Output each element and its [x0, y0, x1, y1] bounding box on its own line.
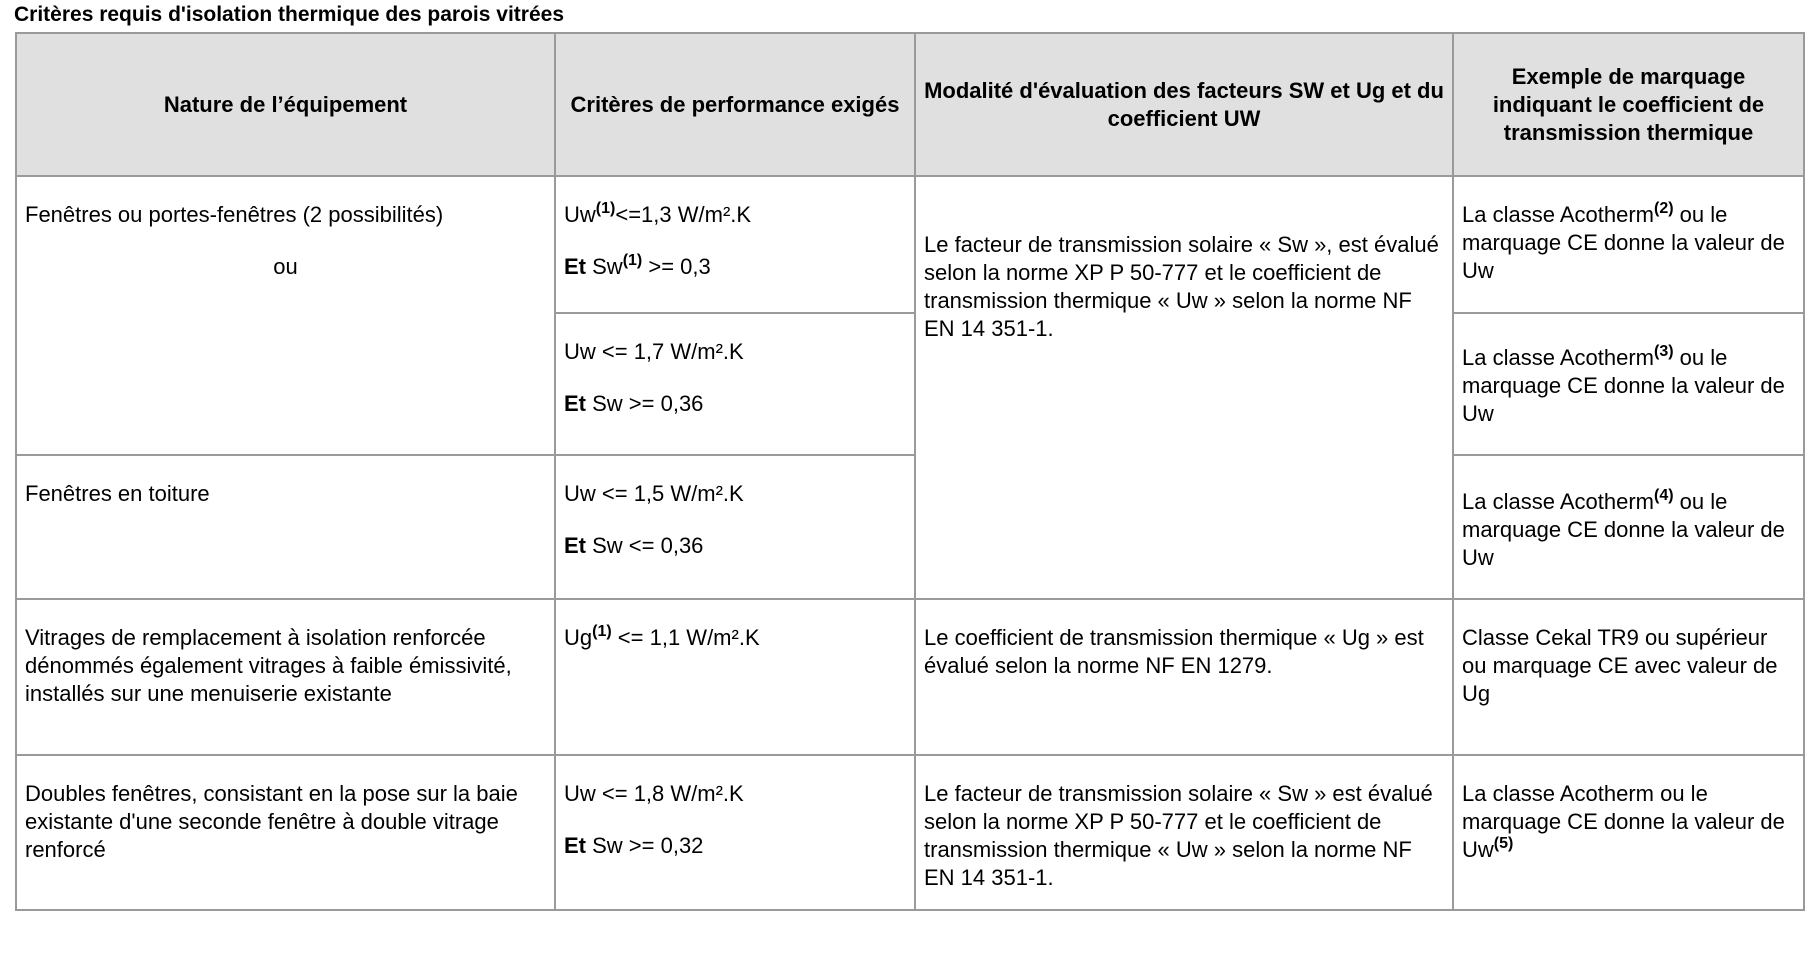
- uw-criterion: $Uw^{(1)}<=1,3$ W/m².K: [564, 200, 752, 227]
- footnote-ref: (1): [622, 252, 643, 269]
- uw-criterion: Uw <= 1,7 W/m².K: [564, 339, 744, 364]
- example-cell: La classe Acotherm ou le marquage CE donne la valeur de Uw$^{(5)}$: [1453, 755, 1804, 910]
- header-criteres: Critères de performance exigés: [555, 33, 915, 176]
- page-title: Critères requis d'isolation thermique des parois vitrées: [14, 3, 564, 26]
- table-row: [16, 599, 1804, 755]
- evaluation-cell-vitrages: Le coefficient de transmission thermique « Ug » est évalué selon la norme NF EN 1279.: [915, 599, 1453, 755]
- criteria-cell: [555, 755, 915, 910]
- sw-criterion: Et $Sw^{(1)} >= 0,3$: [564, 252, 711, 279]
- footnote-ref: (4): [1653, 487, 1674, 504]
- header-row: [16, 33, 1804, 176]
- footnote-ref: (1): [592, 623, 612, 640]
- uw-criterion: Uw <= 1,5 W/m².K: [564, 481, 744, 506]
- nature-cell-doubles: Doubles fenêtres, consistant en la pose sur la baie existante d'une seconde fenêtre à double vitrage renforcé: [16, 755, 555, 910]
- header-nature: Nature de l’équipement: [16, 33, 555, 176]
- example-cell: La classe Acotherm$^{(4)}$ ou le marquage CE donne la valeur de Uw: [1453, 455, 1804, 599]
- example-cell: La classe Acotherm$^{(3)}$ ou le marquage CE donne la valeur de Uw: [1453, 313, 1804, 455]
- criteria-table: [15, 32, 1805, 911]
- example-cell: La classe Acotherm$^{(2)}$ ou le marquage CE donne la valeur de Uw: [1453, 176, 1804, 313]
- header-exemple: Exemple de marquage indiquant le coefficient de transmission thermique: [1453, 33, 1804, 176]
- table-row: [16, 455, 1804, 599]
- sw-criterion: Et Sw >= 0,32: [564, 833, 704, 858]
- nature-cell-toiture: Fenêtres en toiture: [16, 455, 555, 599]
- footnote-ref: (3): [1653, 343, 1674, 360]
- criteria-cell: [555, 176, 915, 313]
- nature-cell-fenetres: [16, 176, 555, 455]
- footnote-ref: (2): [1653, 200, 1674, 217]
- nature-cell-vitrages: Vitrages de remplacement à isolation renforcée dénommés également vitrages à faible émissivité, installés sur une menuiserie existante: [16, 599, 555, 755]
- sw-criterion: Et Sw <= 0,36: [564, 533, 704, 558]
- sw-criterion: Et Sw >= 0,36: [564, 391, 704, 416]
- table-row: [16, 176, 1804, 313]
- footnote-ref: (1): [595, 200, 616, 217]
- criteria-cell: $Ug^{(1)} <= 1,1$ W/m².K: [555, 599, 915, 755]
- footnote-ref: (5): [1493, 835, 1514, 852]
- ou-text: ou: [273, 254, 298, 279]
- uw-criterion: Uw <= 1,8 W/m².K: [564, 781, 744, 806]
- example-cell: Classe Cekal TR9 ou supérieur ou marquage CE avec valeur de Ug: [1453, 599, 1804, 755]
- table-row: [16, 755, 1804, 910]
- header-modalite: Modalité d'évaluation des facteurs SW et Ug et du coefficient UW: [915, 33, 1453, 176]
- criteria-cell: [555, 455, 915, 599]
- nature-text: Fenêtres ou portes-fenêtres (2 possibilités): [25, 202, 444, 227]
- criteria-cell: [555, 313, 915, 455]
- evaluation-cell-doubles: Le facteur de transmission solaire « Sw » est évalué selon la norme XP P 50-777 et le coefficient de transmission thermique « Uw » selon la norme NF EN 14 351-1.: [915, 755, 1453, 910]
- evaluation-cell-fenetres: Le facteur de transmission solaire « Sw », est évalué selon la norme XP P 50-777 et le coefficient de transmission thermique « Uw » selon la norme NF EN 14 351-1.: [915, 176, 1453, 599]
